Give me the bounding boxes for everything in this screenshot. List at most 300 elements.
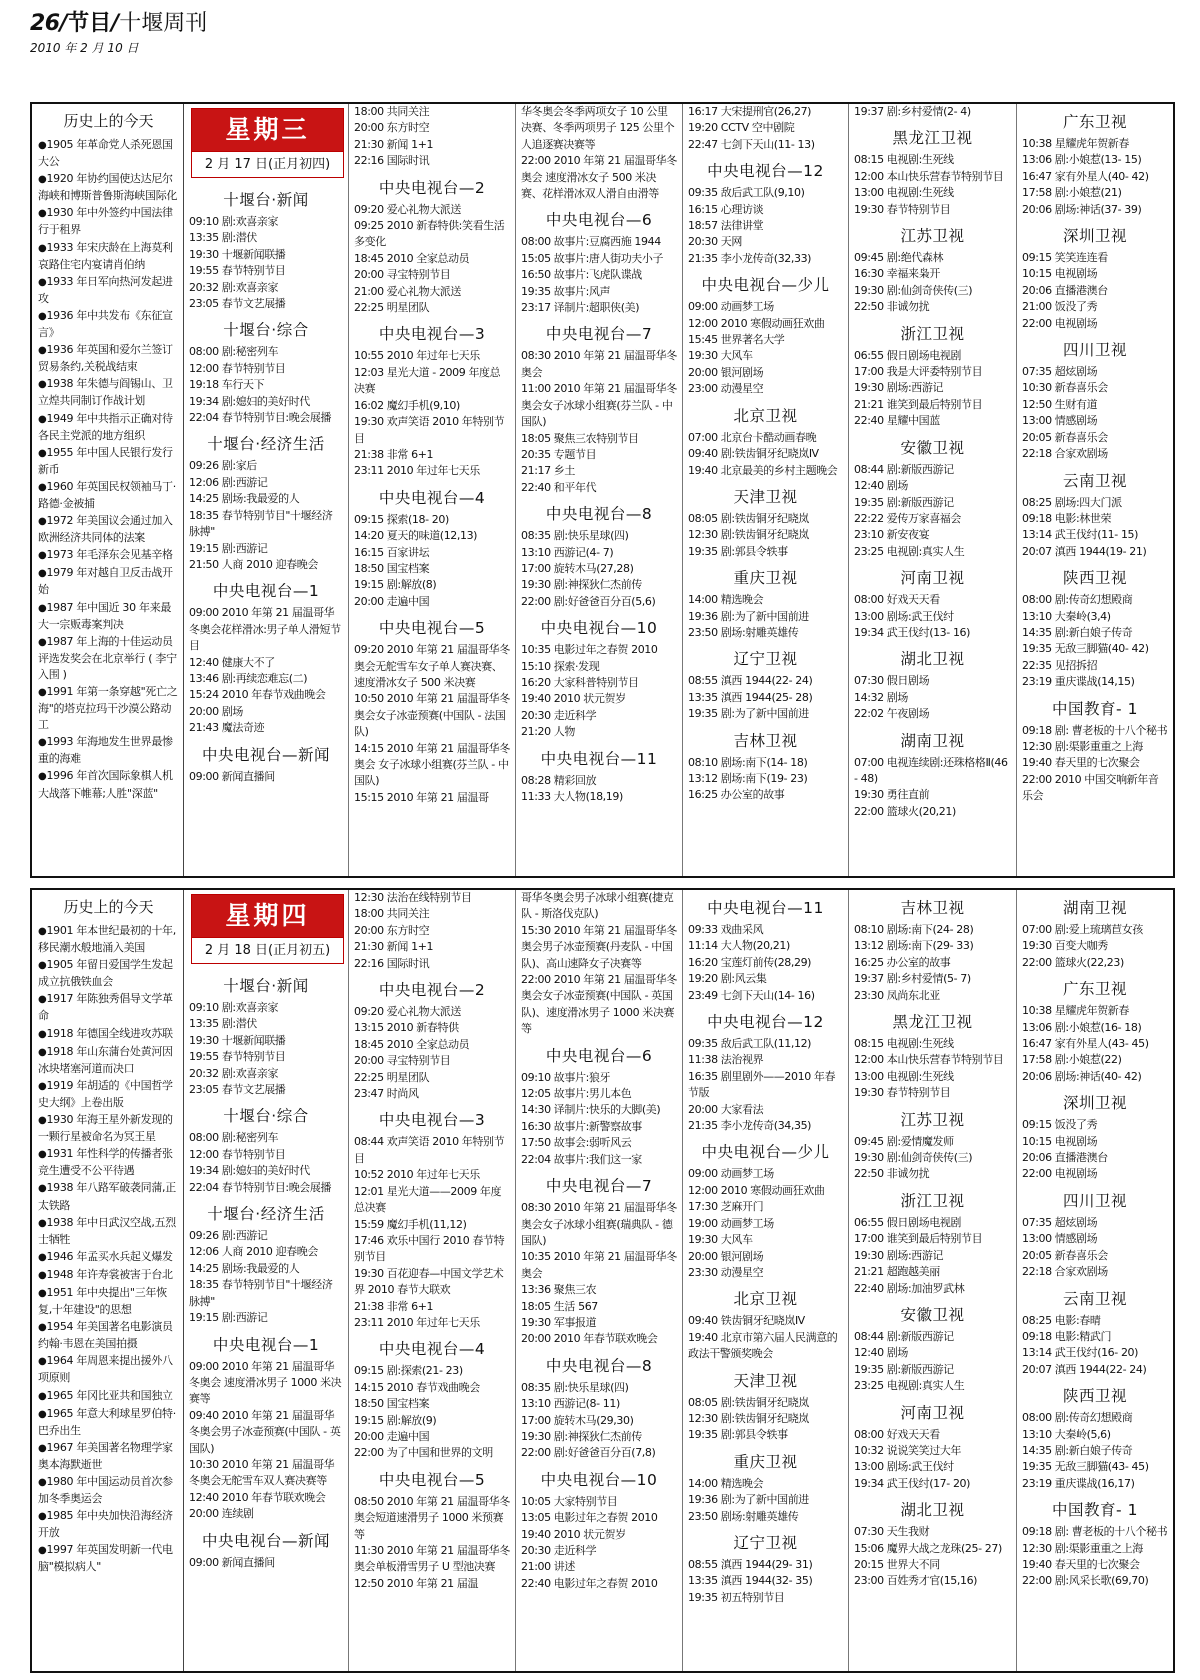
program-entry: 20:00 2010 年春节联欢晚会 xyxy=(521,1332,658,1346)
program-entry: 20:05 新春喜乐会 xyxy=(1022,430,1108,444)
program-entry: 12:40 剧场 xyxy=(854,1346,908,1360)
program-entry: 09:35 敌后武工队(11,12) xyxy=(688,1037,812,1051)
channel-name: 中央电视台—7 xyxy=(545,1177,653,1196)
program-entry: 08:55 滇西 1944(22- 24) xyxy=(688,674,813,688)
day-badge xyxy=(191,894,344,964)
program-entry: 16:20 宝莲灯前传(28,29) xyxy=(688,955,812,969)
program-entry: 12:00 2010 寒假动画狂欢曲 xyxy=(688,316,825,330)
history-item: ● 1991 年第一条穿越"死亡之海"的塔克拉玛干沙漠公路动工 xyxy=(38,684,179,733)
program-entry: 20:32 剧:欢喜亲家 xyxy=(189,1066,279,1080)
channel-name: 中央电视台—11 xyxy=(540,749,658,768)
program-entry: 19:37 剧:乡村爱情(2- 4) xyxy=(854,105,971,118)
program-entry: 19:35 剧:为了新中国前进 xyxy=(688,707,809,721)
channel-name: 河南卫视 xyxy=(900,569,965,588)
history-item: ● 1930 年中外签约中国法律行于租界 xyxy=(38,205,179,238)
program-entry: 18:05 生活 567 xyxy=(521,1299,598,1313)
program-entry: 21:50 人商 2010 迎春晚会 xyxy=(189,557,318,571)
program-entry: 16:35 剧里剧外——2010 年春节版 xyxy=(688,1069,836,1100)
history-item: ● 1930 年海王星外新发现的一颗行星被命名为冥王星 xyxy=(38,1112,179,1145)
program-entry: 23:19 重庆谍战(14,15) xyxy=(1022,675,1135,689)
program-entry: 17:00 我是大评委特别节目 xyxy=(854,365,983,379)
program-entry: 23:00 动漫星空 xyxy=(688,382,764,396)
program-entry: 18:50 国宝档案 xyxy=(354,561,430,575)
program-entry: 08:00 剧:秘密列车 xyxy=(189,1131,279,1145)
page-number: 26/ xyxy=(30,11,68,36)
program-entry: 13:35 剧:潜伏 xyxy=(189,1017,257,1031)
program-entry: 14:35 剧:新白娘子传奇 xyxy=(1022,625,1133,639)
program-entry: 14:00 精选晚会 xyxy=(688,593,764,607)
channel-name: 中央电视台—12 xyxy=(707,162,824,181)
program-entry: 20:06 直播港澳台 xyxy=(1022,283,1108,297)
channel-name: 中央电视台—1 xyxy=(212,1335,320,1354)
program-entry: 21:38 非常 6+1 xyxy=(354,447,434,461)
schedule-column xyxy=(349,890,516,1671)
program-entry: 17:58 剧:小娘惹(22) xyxy=(1022,1053,1122,1067)
program-entry: 19:30 春节特别节目 xyxy=(854,202,951,216)
masthead xyxy=(30,6,1190,37)
program-entry: 07:30 天生我财 xyxy=(854,1525,930,1539)
schedule-column xyxy=(349,104,516,876)
program-entry: 13:46 剧:再续恋难忘(二) xyxy=(189,671,308,685)
channel-name: 中央电视台—4 xyxy=(378,1340,486,1359)
channel-name: 吉林卫视 xyxy=(900,899,965,917)
program-entry: 08:00 好戏天天看 xyxy=(854,593,940,607)
program-entry: 08:00 剧:传奇幻想殿商 xyxy=(1022,1411,1133,1425)
program-entry: 16:50 故事片:飞虎队谍战 xyxy=(521,268,642,282)
program-entry: 16:17 大宋提刑官(26,27) xyxy=(688,105,812,118)
program-entry: 19:15 剧:解放(9) xyxy=(354,1413,437,1427)
program-entry: 21:00 饭没了秀 xyxy=(1022,300,1098,314)
program-entry: 19:34 剧:媳妇的美好时代 xyxy=(189,394,310,408)
program-entry: 12:00 春节特别节目 xyxy=(189,361,286,375)
schedule-column xyxy=(516,104,683,876)
channel-name: 深圳卫视 xyxy=(1062,1094,1127,1113)
program-entry: 13:35 滇西 1944(32- 35) xyxy=(688,1574,813,1588)
weekday: 星期四 xyxy=(192,895,343,937)
channel-name: 四川卫视 xyxy=(1062,341,1127,360)
program-entry: 08:44 剧:新版西游记 xyxy=(854,1329,954,1343)
history-item: ● 1980 年中国运动员首次参加冬季奥运会 xyxy=(38,1474,179,1507)
program-entry: 11:14 大人物(20,21) xyxy=(688,939,790,953)
history-item: ● 1964 年周恩来提出援外八项原则 xyxy=(38,1353,179,1386)
channel-name: 安徽卫视 xyxy=(900,1305,965,1324)
program-entry: 20:00 寻宝特别节目 xyxy=(354,1054,451,1068)
program-entry: 华冬奥会冬季两项女子 10 公里决赛、冬季两项男子 125 公里个人追逐赛决赛等 xyxy=(521,105,675,151)
program-entry: 19:40 2010 状元贺岁 xyxy=(521,1527,626,1541)
program-entry: 13:00 电视剧:生死线 xyxy=(854,1069,954,1083)
program-entry: 19:35 剧:郭县令轶事 xyxy=(688,544,788,558)
day-badge xyxy=(191,108,344,178)
program-entry: 08:28 精彩回放 xyxy=(521,773,597,787)
channel-name: 陕西卫视 xyxy=(1062,1387,1127,1406)
channel-name: 中央电视台—5 xyxy=(378,1470,486,1489)
program-entry: 09:10 剧:欢喜亲家 xyxy=(189,1001,279,1014)
program-entry: 09:40 铁齿铜牙纪晓岚Ⅳ xyxy=(688,1314,805,1328)
program-entry: 19:15 剧:西游记 xyxy=(189,1311,268,1325)
program-entry: 09:00 新闻直播间 xyxy=(189,769,275,783)
channel-name: 辽宁卫视 xyxy=(733,1533,798,1552)
program-entry: 20:00 寻宝特别节目 xyxy=(354,268,451,282)
program-entry: 08:00 好戏天天看 xyxy=(854,1427,940,1441)
program-entry: 12:30 剧:渠影重重之上海 xyxy=(1022,1541,1143,1555)
program-entry: 19:30 大风车 xyxy=(688,349,753,363)
program-entry: 22:02 午夜剧场 xyxy=(854,707,930,721)
program-entry: 19:40 春天里的七次聚会 xyxy=(1022,756,1140,770)
history-today xyxy=(32,104,184,876)
program-entry: 09:18 剧: 曹老板的十八个秘书 xyxy=(1022,723,1168,737)
program-entry: 17:00 旋转木马(29,30) xyxy=(521,1413,634,1427)
program-entry: 23:05 春节文艺展播 xyxy=(189,297,286,311)
program-entry: 08:10 剧场:南下(24- 28) xyxy=(854,923,974,936)
program-entry: 23:50 剧场:射雕英雄传 xyxy=(688,625,799,639)
history-item: ● 1951 年中央提出"三年恢复,十年建设"的思想 xyxy=(38,1285,179,1318)
program-entry: 12:40 2010 年春节联欢晚会 xyxy=(189,1490,326,1504)
program-entry: 18:50 国宝档案 xyxy=(354,1397,430,1411)
program-entry: 09:33 戏曲采风 xyxy=(688,923,764,936)
program-entry: 22:35 见招拆招 xyxy=(1022,658,1098,672)
program-entry: 14:25 剧场:我最爱的人 xyxy=(189,1261,300,1275)
program-entry: 12:30 剧:渠影重重之上海 xyxy=(1022,739,1143,753)
history-item: ● 1960 年英国民权领袖马丁·路德·金被捕 xyxy=(38,479,179,512)
program-entry: 21:00 讲述 xyxy=(521,1560,575,1574)
program-entry: 16:20 大家科普特别节目 xyxy=(521,675,639,689)
program-entry: 22:00 2010 年第 21 届温哥华冬奥会 速度滑冰女子 500 米决赛、花样滑冰双人滑自由滑等 xyxy=(521,154,677,201)
program-entry: 19:30 大风车 xyxy=(688,1233,753,1247)
program-entry: 10:50 2010 年第 21 届温哥华冬奥会女子冰壶预赛(中国队 - 法国队) xyxy=(354,692,510,739)
schedule-column xyxy=(849,890,1017,1671)
program-entry: 13:10 大秦岭(3,4) xyxy=(1022,609,1111,623)
schedule-column xyxy=(184,890,349,1671)
history-item: ● 1973 年毛泽东会见基辛格 xyxy=(38,547,179,564)
program-entry: 19:35 初五特别节目 xyxy=(688,1590,785,1604)
program-entry: 06:55 假日剧场电视剧 xyxy=(854,348,961,362)
day-date: 2 月 18 日(正月初五) xyxy=(192,937,343,963)
program-entry: 22:00 剧:风采长歌(69,70) xyxy=(1022,1574,1149,1588)
program-entry: 18:35 春节特别节目"十堰经济脉搏" xyxy=(189,508,333,539)
program-entry: 07:30 假日剧场 xyxy=(854,674,930,688)
program-entry: 23:05 春节文艺展播 xyxy=(189,1083,286,1097)
channel-name: 浙江卫视 xyxy=(900,1191,965,1210)
program-entry: 22:25 明星团队 xyxy=(354,1070,430,1084)
program-entry: 20:06 剧场:神话(37- 39) xyxy=(1022,202,1142,216)
program-entry: 19:30 欢声笑语 2010 年特别节目 xyxy=(354,415,505,445)
program-entry: 10:52 2010 年过年七天乐 xyxy=(354,1168,480,1182)
channel-name: 十堰台·经济生活 xyxy=(207,1205,325,1224)
program-entry: 20:00 东方时空 xyxy=(354,923,430,937)
program-entry: 08:05 剧:铁齿铜牙纪晓岚 xyxy=(688,1395,809,1409)
channel-name: 中央电视台—8 xyxy=(545,505,653,524)
program-entry: 20:00 走遍中国 xyxy=(354,1429,430,1443)
program-entry: 19:35 无敌三脚猫(43- 45) xyxy=(1022,1460,1149,1474)
channel-name: 中央电视台—4 xyxy=(378,488,486,507)
history-item: ● 1949 年中共指示正确对待各民主党派的地方组织 xyxy=(38,411,179,444)
program-entry: 19:30 勇往直前 xyxy=(854,788,930,802)
program-entry: 14:25 剧场:我最爱的人 xyxy=(189,492,300,506)
program-entry: 13:14 武王伐纣(16- 20) xyxy=(1022,1346,1139,1360)
program-entry: 10:15 电视剧场 xyxy=(1022,1134,1098,1148)
program-entry: 13:05 电影过年之春贺 2010 xyxy=(521,1511,658,1525)
history-item: ● 1946 年孟买水兵起义爆发 xyxy=(38,1249,179,1266)
program-entry: 09:00 动画梦工场 xyxy=(688,1167,774,1181)
issue-date: 2010 年 2 月 10 日 xyxy=(30,41,139,55)
program-entry: 13:14 武王伐纣(11- 15) xyxy=(1022,528,1139,542)
history-item: ● 1967 年美国著名物理学家奥本海默逝世 xyxy=(38,1440,179,1473)
channel-name: 重庆卫视 xyxy=(733,569,798,588)
channel-name: 十堰台·新闻 xyxy=(223,191,309,209)
program-entry: 23:11 2010 年过年七天乐 xyxy=(354,464,480,478)
program-entry: 20:00 连续剧 xyxy=(189,1507,254,1521)
program-entry: 13:10 西游记(4- 7) xyxy=(521,545,614,559)
program-entry: 15:15 2010 年第 21 届温哥 xyxy=(354,790,489,804)
channel-name: 湖南卫视 xyxy=(1062,899,1127,917)
program-entry: 23:50 剧场:射雕英雄传 xyxy=(688,1509,799,1523)
program-entry: 22:16 国际时讯 xyxy=(354,154,430,168)
history-item: ● 1985 年中央加快沿海经济开放 xyxy=(38,1508,179,1541)
program-entry: 23:30 凤尚东北亚 xyxy=(854,988,940,1002)
program-entry: 23:00 百姓秀才官(15,16) xyxy=(854,1574,978,1588)
program-entry: 12:40 剧场 xyxy=(854,479,908,493)
program-entry: 22:40 电影过年之春贺 2010 xyxy=(521,1576,658,1590)
history-item: ● 1936 年中共发布《东征宣言》 xyxy=(38,308,179,341)
program-entry: 12:00 本山快乐营春节特别节目 xyxy=(854,169,1004,183)
channel-name: 中央电视台—12 xyxy=(707,1013,824,1032)
program-entry: 09:20 2010 年第 21 届温哥华冬奥会无舵雪车女子单人赛决赛、速度滑冰女子 500 米决赛 xyxy=(354,643,510,689)
program-entry: 18:57 法律讲堂 xyxy=(688,219,764,233)
program-entry: 15:45 世界著名大学 xyxy=(688,333,785,347)
program-entry: 12:06 剧:西游记 xyxy=(189,475,268,489)
program-entry: 08:15 电视剧:生死线 xyxy=(854,153,954,167)
program-entry: 14:30 译制片:快乐的大脚(美) xyxy=(521,1103,661,1117)
history-item: ● 1918 年德国全线进攻苏联 xyxy=(38,1026,179,1043)
channel-name: 中央电视台—10 xyxy=(540,1470,658,1489)
program-entry: 22:00 篮球火(22,23) xyxy=(1022,955,1124,969)
program-entry: 06:55 假日剧场电视剧 xyxy=(854,1215,961,1229)
program-entry: 08:35 剧:快乐星球(四) xyxy=(521,529,629,543)
program-entry: 08:15 电视剧:生死线 xyxy=(854,1037,954,1051)
program-entry: 19:35 故事片:风声 xyxy=(521,284,611,298)
program-entry: 12:30 剧:铁齿铜牙纪晓岚 xyxy=(688,528,809,542)
channel-name: 深圳卫视 xyxy=(1062,227,1127,246)
history-item: ● 1955 年中国人民银行发行新币 xyxy=(38,445,179,478)
program-entry: 19:37 剧:乡村爱情(5- 7) xyxy=(854,972,971,986)
program-entry: 19:30 十堰新闻联播 xyxy=(189,1033,286,1047)
program-entry: 22:00 2010 年第 21 届温哥华冬奥会女子冰壶预赛(中国队 - 英国队)、速度滑冰男子 1000 米决赛等 xyxy=(521,973,677,1036)
program-entry: 09:10 剧:欢喜亲家 xyxy=(189,215,279,228)
program-entry: 20:15 世界大不同 xyxy=(854,1557,940,1571)
program-entry: 20:30 走近科学 xyxy=(521,708,597,722)
program-entry: 18:00 共同关注 xyxy=(354,105,430,118)
weekday: 星期三 xyxy=(192,109,343,151)
program-entry: 21:35 李小龙传奇(32,33) xyxy=(688,251,812,265)
program-entry: 23:30 动漫星空 xyxy=(688,1265,764,1279)
channel-name: 湖北卫视 xyxy=(900,1501,965,1520)
separator: / xyxy=(111,11,120,36)
program-entry: 09:00 动画梦工场 xyxy=(688,300,774,314)
program-entry: 22:18 合家欢剧场 xyxy=(1022,1265,1108,1279)
channel-name: 黑龙江卫视 xyxy=(892,129,973,148)
channel-name: 中央电视台—10 xyxy=(540,619,658,638)
program-entry: 09:35 敌后武工队(9,10) xyxy=(688,186,805,200)
program-entry: 09:25 2010 新春特供:笑看生活多变化 xyxy=(354,219,505,249)
schedule-column xyxy=(849,104,1017,876)
channel-name: 十堰台·新闻 xyxy=(223,977,309,995)
program-entry: 08:44 欢声笑语 2010 年特别节目 xyxy=(354,1135,505,1165)
channel-name: 中央电视台—6 xyxy=(545,211,653,230)
history-item: ● 1954 年美国著名电影演员约翰·韦恩在美国拍摄 xyxy=(38,1319,179,1352)
history-item: ● 1919 年胡适的《中国哲学史大纲》上卷出版 xyxy=(38,1078,179,1111)
program-entry: 11:33 大人物(18,19) xyxy=(521,790,623,803)
program-entry: 19:15 剧:解放(8) xyxy=(354,578,437,592)
history-item: ● 1938 年朱德与阎锡山、卫立煌共同制订作战计划 xyxy=(38,376,179,409)
program-entry: 09:18 剧: 曹老板的十八个秘书 xyxy=(1022,1525,1168,1539)
program-entry: 08:00 剧:传奇幻想殿商 xyxy=(1022,593,1133,607)
channel-name: 中央电视台—11 xyxy=(707,899,824,917)
program-entry: 19:34 剧:媳妇的美好时代 xyxy=(189,1164,310,1178)
program-entry: 17:30 芝麻开门 xyxy=(688,1200,764,1214)
program-entry: 10:55 2010 年过年七天乐 xyxy=(354,349,480,363)
program-entry: 12:00 春节特别节目 xyxy=(189,1147,286,1161)
program-entry: 23:25 电视剧:真实人生 xyxy=(854,1379,965,1393)
program-entry: 10:32 说说笑笑过大年 xyxy=(854,1443,961,1457)
program-entry: 19:15 剧:西游记 xyxy=(189,541,268,555)
program-entry: 22:00 为了中国和世界的文明 xyxy=(354,1446,493,1460)
channel-name: 广东卫视 xyxy=(1062,113,1127,131)
program-entry: 21:30 新闻 1+1 xyxy=(354,940,434,954)
channel-name: 中央电视台—8 xyxy=(545,1356,653,1375)
program-entry: 19:55 春节特别节目 xyxy=(189,264,286,278)
history-item: ● 1997 年英国发明新一代电脑"模拟病人" xyxy=(38,1542,179,1575)
history-title: 历史上的今天 xyxy=(63,112,154,130)
program-entry: 12:01 星光大道——2009 年度总决赛 xyxy=(354,1184,502,1215)
program-entry: 12:50 2010 年第 21 届温 xyxy=(354,1576,479,1590)
program-entry: 13:35 滇西 1944(25- 28) xyxy=(688,690,813,704)
program-entry: 12:00 本山快乐营春节特别节目 xyxy=(854,1053,1004,1067)
program-entry: 08:10 剧场:南下(14- 18) xyxy=(688,755,808,769)
program-entry: 12:40 健康大不了 xyxy=(189,655,275,669)
program-entry: 23:17 译制片:超职侠(美) xyxy=(521,301,640,315)
program-entry: 21:20 人物 xyxy=(521,725,575,739)
channel-name: 湖南卫视 xyxy=(900,731,965,750)
channel-name: 黑龙江卫视 xyxy=(892,1013,973,1032)
program-entry: 19:30 十堰新闻联播 xyxy=(189,247,286,261)
schedule-column xyxy=(683,890,849,1671)
program-entry: 22:47 七剑下天山(11- 13) xyxy=(688,137,815,151)
schedule-panel-wednesday xyxy=(30,102,1175,878)
program-entry: 09:20 爱心礼物大派送 xyxy=(354,1005,461,1019)
history-item: ● 1905 年革命党人杀死恩国大公 xyxy=(38,137,179,170)
program-entry: 22:40 剧场:加油罗武林 xyxy=(854,1281,965,1295)
program-entry: 22:00 剧:好爸爸百分百(7,8) xyxy=(521,1446,656,1460)
history-item: ● 1972 年美国议会通过加入欧洲经济共同体的法案 xyxy=(38,513,179,546)
program-entry: 23:19 重庆谍战(16,17) xyxy=(1022,1476,1135,1490)
history-item: ● 1918 年山东蒲台处黄河因冰块堵塞河道而决口 xyxy=(38,1044,179,1077)
program-entry: 09:15 饭没了秀 xyxy=(1022,1118,1098,1132)
program-entry: 14:15 2010 春节戏曲晚会 xyxy=(354,1380,480,1394)
channel-name: 中央电视台—5 xyxy=(378,619,486,638)
program-entry: 15:06 魔界大战之龙珠(25- 27) xyxy=(854,1541,1002,1555)
program-entry: 21:43 魔法奇迹 xyxy=(189,721,265,735)
program-entry: 20:07 滇西 1944(22- 24) xyxy=(1022,1362,1147,1376)
program-entry: 14:00 精选晚会 xyxy=(688,1476,764,1490)
program-entry: 13:00 剧场:武王伐纣 xyxy=(854,609,954,623)
program-entry: 21:35 李小龙传奇(34,35) xyxy=(688,1119,812,1133)
program-entry: 20:00 剧场 xyxy=(189,704,243,718)
program-entry: 08:25 剧场:四大门派 xyxy=(1022,495,1122,509)
program-entry: 20:35 专题节目 xyxy=(521,447,597,461)
program-entry: 10:30 新春喜乐会 xyxy=(1022,381,1108,395)
program-entry: 19:30 剧:神探狄仁杰前传 xyxy=(521,578,642,592)
history-item: ● 1993 年海地发生世界最惨重的海难 xyxy=(38,734,179,767)
program-entry: 16:30 故事片:新警察故事 xyxy=(521,1119,642,1133)
history-item: ● 1933 年宋庆龄在上海莫利哀路住宅内宴请肖伯纳 xyxy=(38,240,179,273)
program-entry: 23:11 2010 年过年七天乐 xyxy=(354,1315,480,1329)
program-entry: 18:45 2010 全家总动员 xyxy=(354,251,470,265)
program-entry: 08:55 滇西 1944(29- 31) xyxy=(688,1557,813,1571)
channel-name: 辽宁卫视 xyxy=(733,650,798,669)
program-entry: 12:30 剧:铁齿铜牙纪晓岚 xyxy=(688,1411,809,1425)
program-entry: 13:35 剧:潜伏 xyxy=(189,231,257,245)
program-entry: 13:06 剧:小娘惹(13- 15) xyxy=(1022,153,1142,167)
program-entry: 19:40 北京最美的乡村主题晚会 xyxy=(688,463,838,477)
history-item: ● 1905 年留日爱国学生发起成立抗俄铁血会 xyxy=(38,957,179,990)
program-entry: 19:30 剧:仙剑奇侠传(三) xyxy=(854,1151,973,1165)
program-entry: 18:45 2010 全家总动员 xyxy=(354,1037,470,1051)
program-entry: 09:15 剧:探索(21- 23) xyxy=(354,1364,463,1378)
program-entry: 15:05 故事片:唐人街功夫小子 xyxy=(521,251,664,265)
history-item: ● 1917 年陈独秀倡导文学革命 xyxy=(38,991,179,1024)
program-entry: 15:59 魔幻手机(11,12) xyxy=(354,1217,467,1231)
program-entry: 20:00 银河剧场 xyxy=(688,365,764,379)
program-entry: 07:35 超炫剧场 xyxy=(1022,1215,1098,1229)
history-item: ● 1965 年冈比亚共和国独立 xyxy=(38,1388,179,1405)
program-entry: 22:04 春节特别节目:晚会展播 xyxy=(189,1180,332,1194)
program-entry: 10:38 星耀虎年贺新春 xyxy=(1022,1004,1129,1018)
program-entry: 23:49 七剑下天山(14- 16) xyxy=(688,988,815,1002)
program-entry: 10:05 大家特别节目 xyxy=(521,1494,618,1508)
program-entry: 07:35 超炫剧场 xyxy=(1022,365,1098,379)
program-entry: 12:30 法治在线特别节目 xyxy=(354,891,472,904)
program-entry: 09:40 2010 年第 21 届温哥华冬奥会男子冰壶预赛(中国队 - 英国队) xyxy=(189,1408,341,1455)
history-today xyxy=(32,890,184,1671)
program-entry: 14:15 2010 年第 21 届温哥华冬奥会 女子冰球小组赛(芬兰队 - 中国队) xyxy=(354,741,510,788)
channel-name: 十堰台·综合 xyxy=(223,1107,309,1126)
program-entry: 09:18 电影:林世荣 xyxy=(1022,511,1112,525)
history-item: ● 1938 年八路军破袭同蒲,正太铁路 xyxy=(38,1180,179,1213)
program-entry: 11:30 2010 年第 21 届温哥华冬奥会单板滑雪男子 U 型池决赛 xyxy=(354,1544,510,1574)
program-entry: 16:47 家有外星人(40- 42) xyxy=(1022,169,1149,183)
program-entry: 10:35 电影过年之春贺 2010 xyxy=(521,643,658,657)
program-entry: 09:00 2010 年第 21 届温哥华冬奥会花样滑冰:男子单人滑短节目 xyxy=(189,606,341,653)
program-entry: 20:30 走近科学 xyxy=(521,1544,597,1557)
channel-name: 江苏卫视 xyxy=(900,1110,965,1129)
program-entry: 19:30 剧场:西游记 xyxy=(854,1248,944,1262)
program-entry: 22:00 篮球火(20,21) xyxy=(854,804,956,818)
channel-name: 湖北卫视 xyxy=(900,650,965,669)
program-entry: 08:50 2010 年第 21 届温哥华冬奥会短道速滑男子 1000 米预赛等 xyxy=(354,1494,510,1541)
program-entry: 20:32 剧:欢喜亲家 xyxy=(189,280,279,294)
channel-name: 中央电视台—新闻 xyxy=(201,745,330,764)
channel-name: 云南卫视 xyxy=(1062,1289,1127,1308)
program-entry: 14:20 夏天的味道(12,13) xyxy=(354,529,478,543)
program-entry: 12:00 2010 寒假动画狂欢曲 xyxy=(688,1183,825,1197)
program-entry: 10:15 电视剧场 xyxy=(1022,267,1098,281)
program-entry: 20:00 东方时空 xyxy=(354,121,430,135)
program-entry: 哥华冬奥会男子冰球小组赛(捷克队 - 斯洛伐克队) xyxy=(521,891,674,921)
schedule-column xyxy=(516,890,683,1671)
program-entry: 15:30 2010 年第 21 届温哥华冬奥会男子冰壶预赛(丹麦队 - 中国队)、高山速降女子决赛等 xyxy=(521,923,677,970)
program-entry: 19:36 剧:为了新中国前进 xyxy=(688,1493,809,1507)
history-item: ● 1979 年对越自卫反击战开始 xyxy=(38,565,179,598)
